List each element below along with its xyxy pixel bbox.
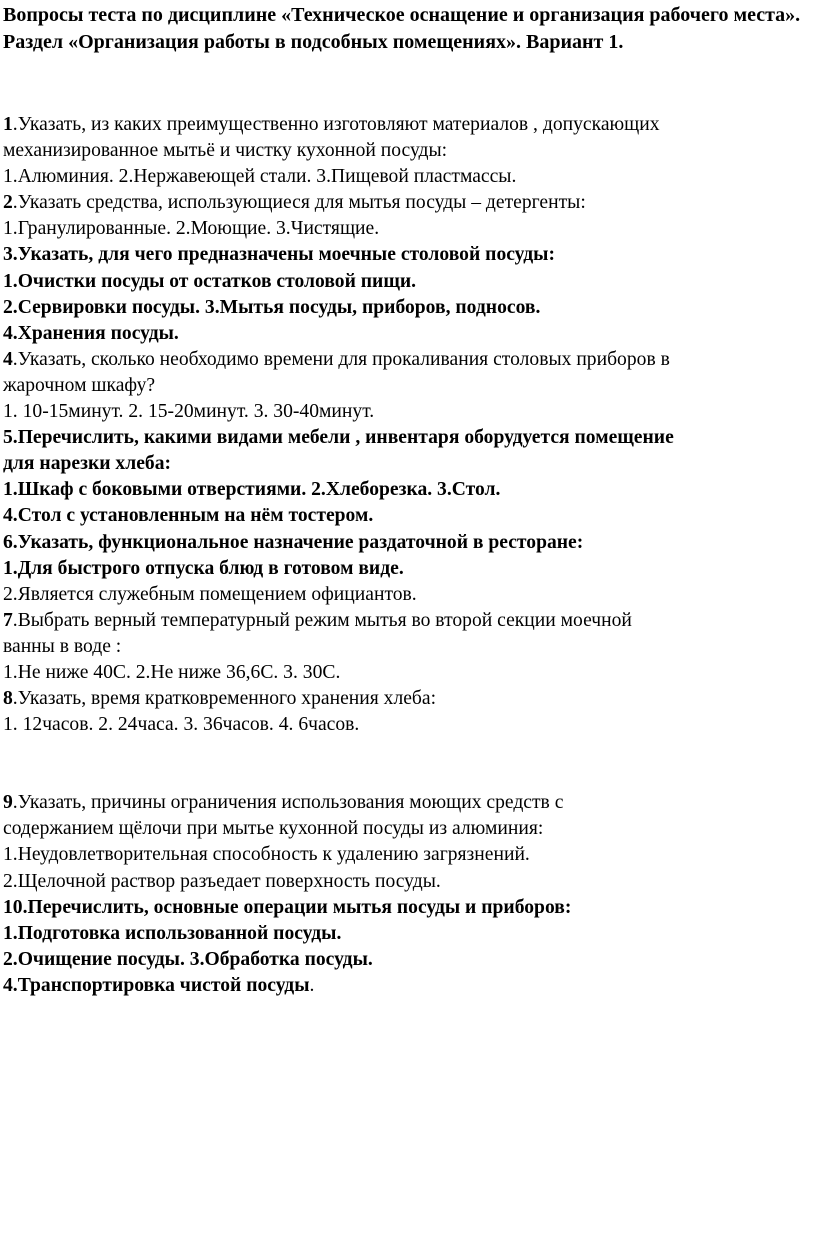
test-title: Вопросы теста по дисциплине «Техническое оснащение и организация рабочего места». Раздел «Организация работы в подсобных помещениях». Вариант 1. [3, 4, 801, 53]
answer-options: 1.Не ниже 40С. 2.Не ниже 36,6С. 3. 30С. [3, 661, 341, 683]
question-text: 1.Указать, из каких преимущественно изготовляют материалов , допускающих [3, 114, 660, 135]
answer-options: 1.Гранулированные. 2.Моющие. 3.Чистящие. [3, 218, 380, 240]
question-text: 6.Указать, функциональное назначение раздаточной в ресторане: [3, 531, 584, 553]
question-6 [3, 530, 802, 608]
question-2 [3, 190, 802, 242]
question-3 [3, 242, 802, 346]
question-number: 7 [3, 609, 13, 631]
question-text-continued: механизированное мытьё и чистку кухонной посуды: [3, 140, 448, 162]
question-number: 9 [3, 792, 13, 814]
answer-option: 2.Сервировки посуды. 3.Мытья посуды, приборов, подносов. [3, 296, 541, 318]
answer-option: 1.Шкаф с боковыми отверстиями. 2.Хлеборезка. 3.Стол. [3, 479, 501, 501]
question-text: 3.Указать, для чего предназначены моечные столовой посуды: [3, 244, 555, 266]
question-5 [3, 425, 802, 529]
question-text: 5.Перечислить, какими видами мебели , инвентаря оборудуется помещение [3, 427, 674, 449]
answer-option: 2.Щелочной раствор разъедает поверхность посуды. [3, 870, 441, 892]
answer-option: 4.Транспортировка чистой посуды. [3, 974, 315, 996]
answer-options: 1. 10-15минут. 2. 15-20минут. 3. 30-40минут. [3, 401, 375, 423]
answer-options: 1.Алюминия. 2.Нержавеющей стали. 3.Пищевой пластмассы. [3, 166, 517, 188]
question-9 [3, 790, 802, 894]
question-text: 4.Указать, сколько необходимо времени для прокаливания столовых приборов в [3, 348, 670, 370]
question-text-continued: ванны в воде : [3, 635, 122, 657]
answer-option: 2.Очищение посуды. 3.Обработка посуды. [3, 948, 373, 970]
question-1 [3, 112, 802, 190]
spacer [3, 738, 802, 790]
question-text: 10.Перечислить, основные операции мытья посуды и приборов: [3, 896, 572, 918]
question-7 [3, 608, 802, 686]
question-number: 2 [3, 192, 13, 214]
question-number: 8 [3, 688, 13, 710]
question-4 [3, 347, 802, 425]
answer-option: 1.Очистки посуды от остатков столовой пищи. [3, 270, 417, 292]
answer-option: 4.Стол с установленным на нём тостером. [3, 505, 374, 527]
question-text: 7.Выбрать верный температурный режим мытья во второй секции моечной [3, 609, 632, 631]
answer-option: 1.Неудовлетворительная способность к удалению загрязнений. [3, 844, 530, 866]
answer-option: 2.Является служебным помещением официантов. [3, 583, 417, 605]
question-text: 8.Указать, время кратковременного хранения хлеба: [3, 688, 437, 710]
answer-option: 4.Хранения посуды. [3, 322, 179, 344]
question-text: 2.Указать средства, использующиеся для мытья посуды – детергенты: [3, 192, 586, 214]
spacer [3, 55, 802, 112]
question-text-continued: для нарезки хлеба: [3, 453, 172, 475]
answer-option: 1.Для быстрого отпуска блюд в готовом виде. [3, 557, 404, 579]
question-10 [3, 895, 802, 999]
trailing-period: . [309, 974, 315, 996]
question-text-continued: жарочном шкафу? [3, 374, 156, 396]
answer-options: 1. 12часов. 2. 24часа. 3. 36часов. 4. 6часов. [3, 714, 360, 736]
question-text: 9.Указать, причины ограничения использования моющих средств с [3, 792, 564, 814]
question-number: 1 [3, 114, 13, 135]
answer-option: 1.Подготовка использованной посуды. [3, 922, 342, 944]
question-8 [3, 686, 802, 738]
question-number: 4 [3, 348, 13, 370]
question-text-continued: содержанием щёлочи при мытье кухонной посуды из алюминия: [3, 818, 544, 840]
